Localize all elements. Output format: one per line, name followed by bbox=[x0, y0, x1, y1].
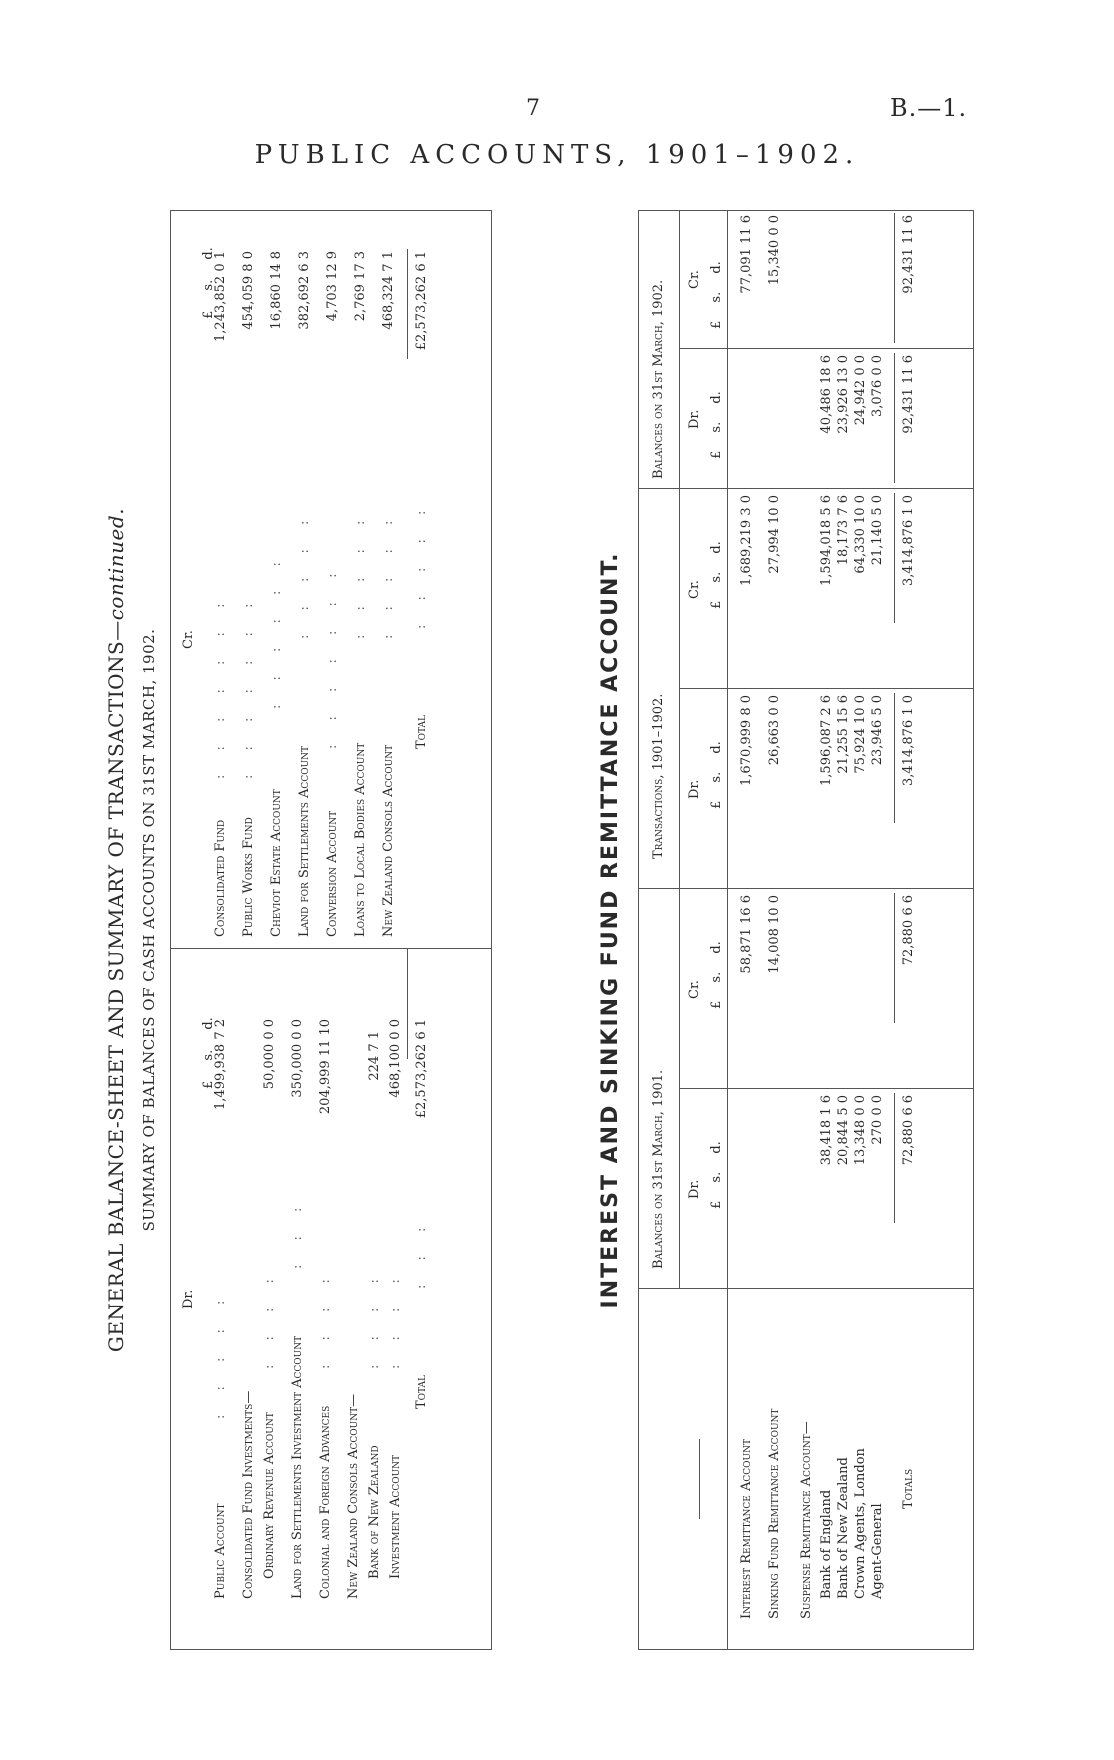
cr-row-value: 16,860 14 8 bbox=[269, 251, 284, 330]
row-label: Suspense Remittance Account— bbox=[799, 1421, 814, 1619]
dr-cr-divider bbox=[171, 948, 491, 949]
dr-row-label: New Zealand Consols Account— bbox=[346, 1393, 361, 1599]
total-cell: 92,431 11 6 bbox=[901, 215, 916, 294]
dr-header: Dr. bbox=[181, 1289, 196, 1309]
dr-total-value: £2,573,262 6 1 bbox=[414, 1019, 429, 1119]
cr-total-value: £2,573,262 6 1 bbox=[414, 251, 429, 351]
row-cell: 1,594,018 5 6 bbox=[819, 495, 834, 586]
row-cell: 20,844 5 0 bbox=[836, 1095, 851, 1166]
cr-row-label: Consolidated Fund bbox=[213, 819, 228, 937]
cr-row-label: New Zealand Consols Account bbox=[381, 744, 396, 937]
leader-dots: : : : : : bbox=[414, 500, 429, 629]
total-rule bbox=[894, 213, 895, 343]
dr-row-value: 204,999 11 10 bbox=[318, 1019, 333, 1115]
col-divider bbox=[639, 488, 973, 489]
cr-row-value: 2,769 17 3 bbox=[353, 251, 368, 322]
cr-money-header: £ s. d. bbox=[201, 247, 216, 319]
total-cell: 72,880 6 6 bbox=[901, 1095, 916, 1166]
money-header: £ s. d. bbox=[709, 391, 724, 459]
dr-row-value: 468,100 0 0 bbox=[388, 1019, 403, 1098]
leader-dots: : : : : : bbox=[213, 1290, 228, 1419]
dr-row-value: 350,000 0 0 bbox=[290, 1019, 305, 1098]
dr-total-rule bbox=[407, 949, 408, 1059]
row-label: Crown Agents, London bbox=[853, 1448, 868, 1599]
cr-header: Cr. bbox=[181, 630, 196, 649]
dr-header: Dr. bbox=[687, 1179, 702, 1199]
leader-dots: : : : : : : : bbox=[241, 593, 256, 779]
balance-summary-table bbox=[100, 210, 492, 1650]
row-cell: 40,486 18 6 bbox=[819, 355, 834, 434]
header-rule bbox=[679, 211, 680, 1289]
row-cell: 18,173 7 6 bbox=[836, 495, 851, 566]
row-cell: 1,689,219 3 0 bbox=[739, 495, 754, 586]
row-cell: 24,942 0 0 bbox=[853, 355, 868, 426]
row-cell: 26,663 0 0 bbox=[767, 695, 782, 766]
cr-row-value: 4,703 12 9 bbox=[325, 251, 340, 322]
cr-row-label: Conversion Account bbox=[325, 810, 340, 937]
cr-row-value: 1,243,852 0 1 bbox=[213, 251, 228, 342]
group-header: Balances on 31st March, 1901. bbox=[651, 1069, 666, 1269]
row-cell: 64,330 10 0 bbox=[853, 495, 868, 574]
col-divider bbox=[639, 888, 973, 889]
money-header: £ s. d. bbox=[709, 261, 724, 329]
col-divider bbox=[639, 1288, 973, 1289]
total-rule bbox=[894, 893, 895, 1023]
row-cell: 1,670,999 8 0 bbox=[739, 695, 754, 786]
leader-dots: : : : : : bbox=[297, 510, 312, 639]
total-cell: 3,414,876 1 0 bbox=[901, 695, 916, 786]
page-title: PUBLIC ACCOUNTS, 1901–1902. bbox=[254, 140, 860, 170]
table2-title: INTEREST AND SINKING FUND REMITTANCE ACCOUNT. bbox=[598, 551, 623, 1309]
row-cell: 3,076 0 0 bbox=[870, 355, 885, 418]
dr-header: Dr. bbox=[687, 409, 702, 429]
document-reference: B.—1. bbox=[890, 94, 968, 122]
cr-header: Cr. bbox=[687, 980, 702, 999]
total-rule bbox=[894, 353, 895, 483]
money-header: £ s. d. bbox=[709, 741, 724, 809]
row-cell: 13,348 0 0 bbox=[853, 1095, 868, 1166]
page-number: 7 bbox=[526, 96, 540, 121]
leader-dots: : : : bbox=[290, 1197, 305, 1269]
dr-row-label: Investment Account bbox=[388, 1454, 403, 1579]
cr-row-value: 382,692 6 3 bbox=[297, 251, 312, 330]
header-rule bbox=[727, 211, 728, 1649]
total-rule bbox=[894, 493, 895, 623]
leader-dots: : : : : : : : bbox=[213, 593, 228, 779]
row-label: Bank of England bbox=[819, 1489, 834, 1599]
row-cell: 23,946 5 0 bbox=[870, 695, 885, 766]
dr-row-value: 50,000 0 0 bbox=[262, 1019, 277, 1090]
leader-dots: : : : : : bbox=[353, 510, 368, 639]
row-cell: 23,926 13 0 bbox=[836, 355, 851, 434]
stub-rule bbox=[699, 1439, 700, 1519]
money-header: £ s. d. bbox=[709, 941, 724, 1009]
dr-row-label: Land for Settlements Investment Account bbox=[290, 1335, 305, 1599]
cr-row-label: Public Works Fund bbox=[241, 817, 256, 937]
group-header: Transactions, 1901–1902. bbox=[651, 693, 666, 859]
dr-row-label: Ordinary Revenue Account bbox=[262, 1412, 277, 1579]
table1-box bbox=[170, 210, 492, 1650]
row-label: Agent-General bbox=[870, 1503, 885, 1599]
table1-title: GENERAL BALANCE-SHEET AND SUMMARY OF TRANSACTIONS—continued. bbox=[104, 507, 128, 1353]
col-divider bbox=[679, 348, 973, 349]
row-cell: 15,340 0 0 bbox=[767, 215, 782, 286]
cr-row-label: Loans to Local Bodies Account bbox=[353, 742, 368, 937]
leader-dots: : : : : bbox=[367, 1269, 382, 1369]
cr-header: Cr. bbox=[687, 270, 702, 289]
dr-row-label: Colonial and Foreign Advances bbox=[318, 1405, 333, 1599]
dr-row-label: Bank of New Zealand bbox=[367, 1445, 382, 1579]
money-header: £ s. d. bbox=[709, 541, 724, 609]
row-cell: 270 0 0 bbox=[870, 1095, 885, 1145]
leader-dots: : : : : bbox=[262, 1269, 277, 1369]
money-header: £ s. d. bbox=[709, 1141, 724, 1209]
total-cell: 72,880 6 6 bbox=[901, 895, 916, 966]
group-header: Balances on 31st March, 1902. bbox=[651, 279, 666, 479]
row-label: Bank of New Zealand bbox=[836, 1457, 851, 1599]
cr-total-rule bbox=[407, 249, 408, 359]
cr-row-value: 468,324 7 1 bbox=[381, 251, 396, 330]
row-cell: 58,871 16 6 bbox=[739, 895, 754, 974]
row-cell: 75,924 10 0 bbox=[853, 695, 868, 774]
col-divider bbox=[679, 1088, 973, 1089]
total-rule bbox=[894, 693, 895, 823]
row-cell: 27,994 10 0 bbox=[767, 495, 782, 574]
row-cell: 77,091 11 6 bbox=[739, 215, 754, 294]
leader-dots: : : : : : : bbox=[269, 552, 284, 709]
dr-row-value: 1,499,938 7 2 bbox=[213, 1019, 228, 1110]
dr-row-label: Public Account bbox=[213, 1503, 228, 1599]
leader-dots: : : : bbox=[414, 1217, 429, 1289]
col-divider bbox=[679, 688, 973, 689]
dr-row-value: 224 7 1 bbox=[367, 1031, 382, 1081]
row-label: Interest Remittance Account bbox=[739, 1438, 754, 1619]
row-cell: 14,008 10 0 bbox=[767, 895, 782, 974]
dr-money-header: £ s. d. bbox=[201, 1017, 216, 1089]
total-rule bbox=[894, 1093, 895, 1223]
row-label: Sinking Fund Remittance Account bbox=[767, 1408, 782, 1619]
dr-header: Dr. bbox=[687, 779, 702, 799]
cr-row-value: 454,059 8 0 bbox=[241, 251, 256, 330]
interest-sinking-fund-table bbox=[596, 210, 974, 1650]
row-cell: 1,596,087 2 6 bbox=[819, 695, 834, 786]
total-cell: 3,414,876 1 0 bbox=[901, 495, 916, 586]
totals-label: Totals bbox=[901, 1468, 916, 1509]
dr-row-label: Consolidated Fund Investments— bbox=[241, 1390, 256, 1599]
table1-subtitle: SUMMARY OF BALANCES OF CASH ACCOUNTS ON 31ST MARCH, 1902. bbox=[140, 628, 158, 1232]
total-cell: 92,431 11 6 bbox=[901, 355, 916, 434]
cr-header: Cr. bbox=[687, 580, 702, 599]
leader-dots: : : : : bbox=[318, 1269, 333, 1369]
leader-dots: : : : : bbox=[388, 1269, 403, 1369]
table2-box bbox=[638, 210, 974, 1650]
dr-total-label: Total bbox=[414, 1374, 429, 1409]
cr-row-label: Land for Settlements Account bbox=[297, 745, 312, 937]
row-cell: 21,255 15 6 bbox=[836, 695, 851, 774]
leader-dots: : : : : : : : bbox=[325, 563, 340, 749]
cr-total-label: Total bbox=[414, 714, 429, 749]
row-cell: 38,418 1 6 bbox=[819, 1095, 834, 1166]
leader-dots: : : : : : bbox=[381, 510, 396, 639]
row-cell: 21,140 5 0 bbox=[870, 495, 885, 566]
cr-row-label: Cheviot Estate Account bbox=[269, 789, 284, 937]
